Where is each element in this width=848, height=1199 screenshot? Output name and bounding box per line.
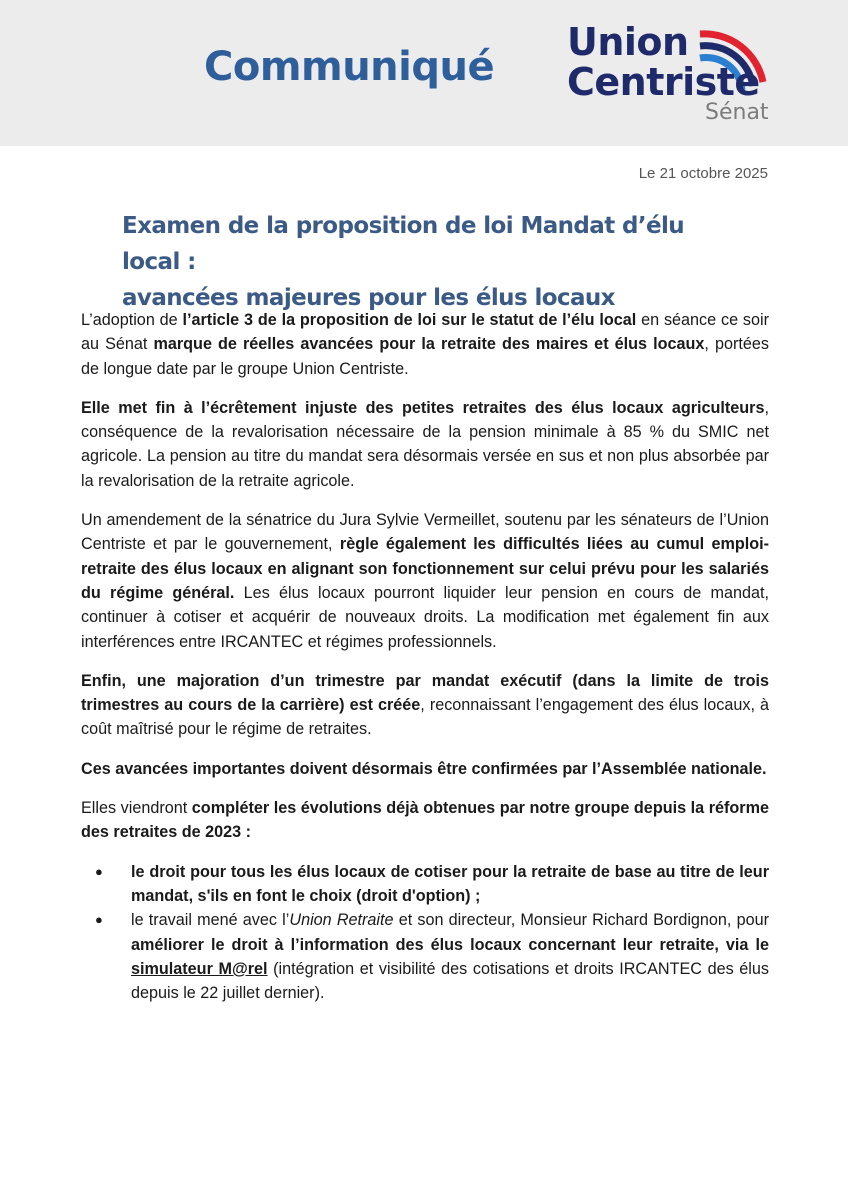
press-title-line2: avancées majeures pour les élus locaux [122, 285, 615, 311]
paragraph-1 [81, 308, 769, 381]
bold-text: compléter les évolutions déjà obtenues par notre groupe depuis la réforme des retraites de 2023 : [81, 799, 769, 842]
logo-union-text: Union [567, 20, 689, 64]
bullet-icon: ● [95, 912, 103, 928]
logo-centriste-text: Centriste [567, 60, 760, 104]
bold-text: marque de réelles avancées pour la retraite des maires et élus locaux [153, 335, 705, 354]
list-item [81, 860, 769, 909]
text: Elles viendront [81, 799, 192, 818]
paragraph-6 [81, 796, 769, 845]
bold-text: règle également les difficultés liées au cumul emploi-retraite des élus locaux en alignant son fonctionnement sur celui prévu pour les salariés du régime général. [81, 535, 769, 602]
logo-senat-text: Sénat [705, 100, 769, 125]
text: (intégration et visibilité des cotisations et droits IRCANTEC des élus depuis le 22 juillet dernier). [131, 959, 769, 1003]
press-body [81, 308, 769, 1005]
text: en séance ce soir au Sénat [81, 311, 769, 354]
bullet-icon: ● [95, 863, 103, 879]
bold-text: Elle met fin à l’écrêtement injuste des petites retraites des élus locaux agriculteurs [81, 398, 765, 417]
press-title [122, 208, 742, 316]
paragraph-3 [81, 508, 769, 654]
header-band [0, 0, 848, 146]
bold-text: l’article 3 de la proposition de loi sur le statut de l’élu local [182, 311, 637, 329]
text: , conséquence de la revalorisation nécessaire de la pension minimale à 85 % du SMIC net agricole. La pension au titre du mandat sera désormais versée en sus et non plus absorbée par la revalorisation de la retraite agricole. [81, 398, 769, 490]
text: , portées de longue date par le groupe Union Centriste. [81, 335, 769, 378]
union-centriste-logo [565, 20, 775, 130]
bold-text: Enfin, une majoration d’un trimestre par mandat exécutif (dans la limite de trois trimestres au cours de la carrière) est créée [81, 671, 769, 715]
paragraph-4 [81, 669, 769, 742]
press-title-line1: Examen de la proposition de loi Mandat d’élu local : [122, 213, 685, 275]
bullet-list [81, 860, 769, 1006]
italic-text: Union Retraite [289, 911, 394, 930]
paragraph-5 [81, 757, 769, 781]
bold-text: Ces avancées importantes doivent désormais être confirmées par l’Assemblée nationale. [81, 759, 767, 778]
text: Un amendement de la sénatrice du Jura Sylvie Vermeillet, soutenu par les sénateurs de l’Union Centriste et par le gouvernement, [81, 511, 769, 554]
text: le travail mené avec l’ [131, 911, 290, 930]
text: L’adoption de [81, 311, 183, 329]
simulateur-link[interactable]: simulateur M@rel [131, 959, 268, 978]
text: Les élus locaux pourront liquider leur pension en cours de mandat, continuer à cotiser et acquérir de nouveaux droits. La modification met également fin aux interférences entre IRCANTEC et régimes professionnels. [81, 583, 769, 651]
bold-text: améliorer le droit à l’information des élus locaux concernant leur retraite, via le [131, 935, 769, 954]
text: , reconnaissant l’engagement des élus locaux, à coût maîtrisé pour le régime de retraites. [81, 696, 769, 739]
bold-text: le droit pour tous les élus locaux de cotiser pour la retraite de base au titre de leur mandat, s'ils en font le choix (droit d'option) ; [131, 862, 769, 905]
text: et son directeur, Monsieur Richard Bordignon, pour [393, 911, 769, 930]
paragraph-2 [81, 396, 769, 493]
press-date: Le 21 octobre 2025 [638, 165, 768, 182]
header-title: Communiqué [204, 44, 495, 90]
list-item [81, 908, 769, 1005]
